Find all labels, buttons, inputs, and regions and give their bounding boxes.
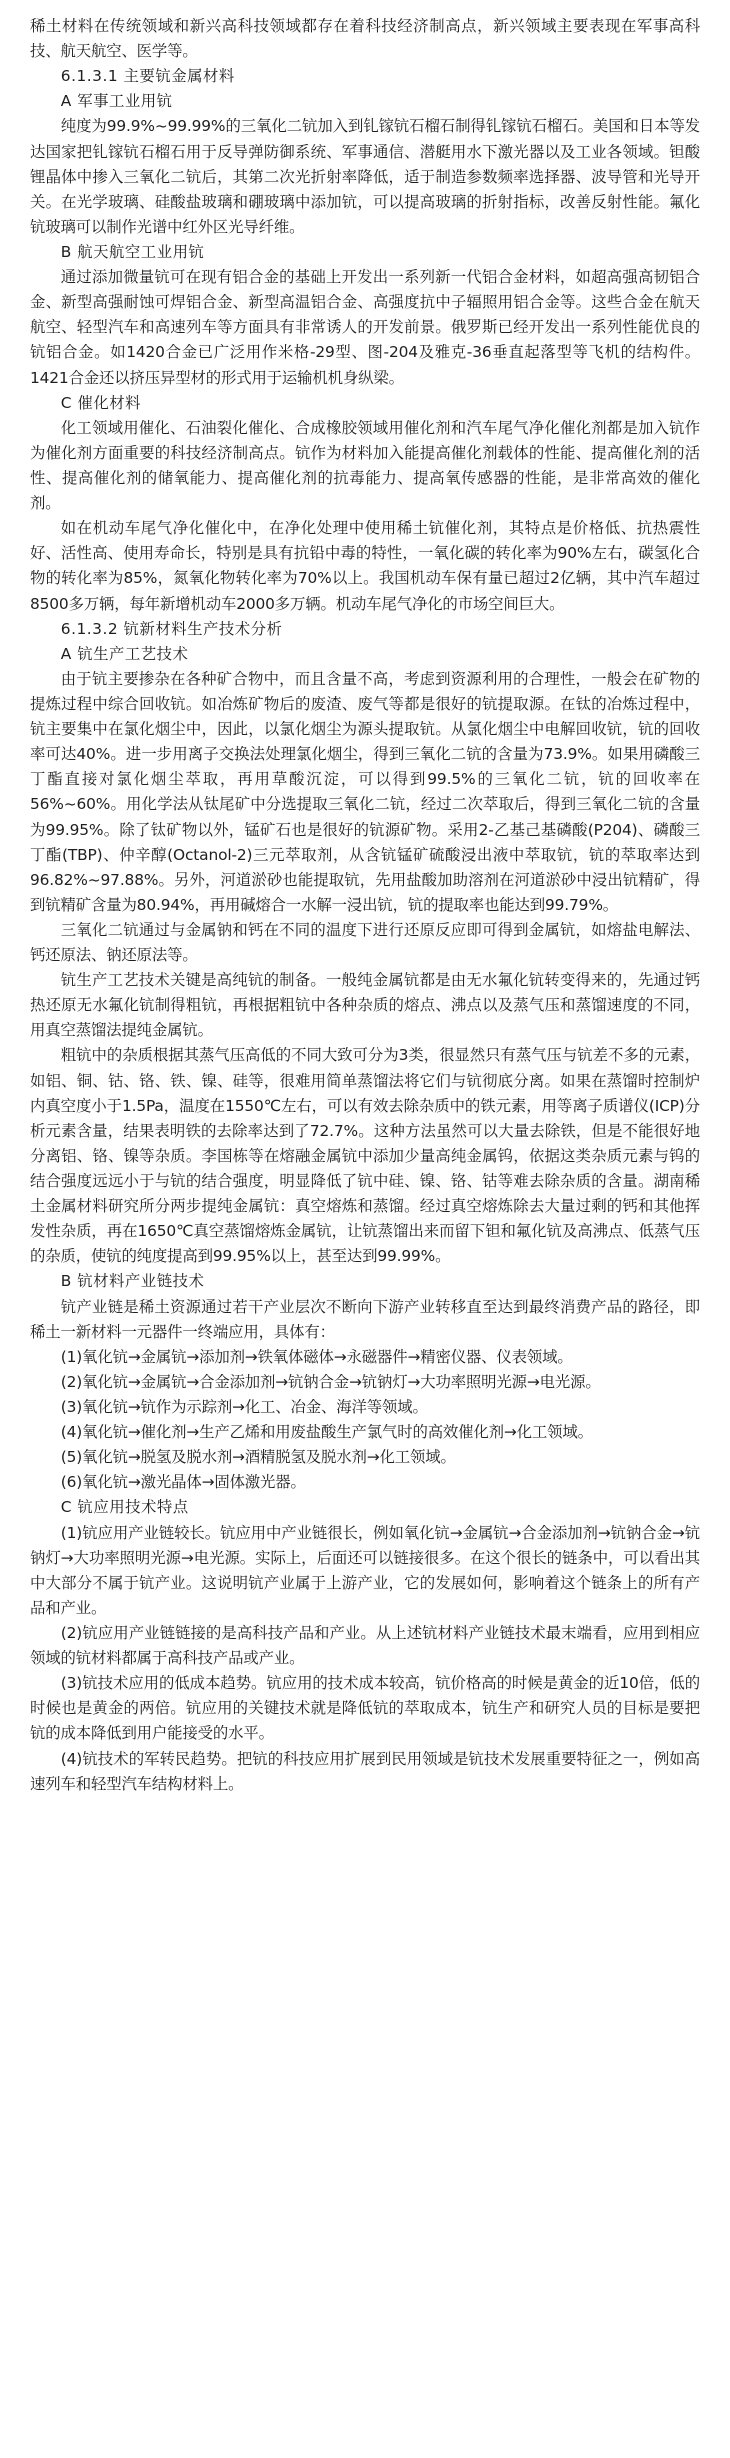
chain-item-2: (2)氧化钪→金属钪→合金添加剂→钪钠合金→钪钠灯→大功率照明光源→电光源。 [60,1372,601,1391]
chain-item-1: (1)氧化钪→金属钪→添加剂→铁氧体磁体→永磁器件→精密仪器、仪表领域。 [60,1347,573,1366]
subheading-application-features: C 钪应用技术特点 [60,1498,189,1517]
subheading-military: A 军事工业用钪 [60,92,173,111]
process-paragraph-3: 钪生产工艺技术关键是高纯钪的制备。一般纯金属钪都是由无水氟化钪转变得来的，先通过钙热还原无水氟化钪制得粗钪，再根据粗钪中各种杂质的熔点、沸点以及蒸气压和蒸馏速度的不同，用真空蒸馏法提纯金属钪。 [30,971,700,1040]
chain-item-6: (6)氧化钪→激光晶体→固体激光器。 [60,1473,306,1492]
subheading-aerospace: B 航天航空工业用钪 [60,242,205,261]
process-paragraph-4: 粗钪中的杂质根据其蒸气压高低的不同大致可分为3类，很显然只有蒸气压与钪差不多的元素，如铝、铜、钴、铬、铁、镍、硅等，很难用简单蒸馏法将它们与钪彻底分离。如果在蒸馏时控制炉内真空度小于1.5Pa，温度在1550℃左右，可以有效去除杂质中的铁元素，用等离子质谱仪(ICP)分析元素含量，结果表明铁的去除率达到了72.7%。这种方法虽然可以大量去除铁，但是不能很好地分离铝、铬、镍等杂质。李国栋等在熔融金属钪中添加少量高纯金属钨，依据这类杂质元素与钨的结合强度远远小于与钪的结合强度，明显降低了钪中硅、镍、铬、钴等难去除杂质的含量。湖南稀土金属材料研究所分两步提纯金属钪：真空熔炼和蒸馏。经过真空熔炼除去大量过剩的钙和其他挥发性杂质，再在1650℃真空蒸馏熔炼金属钪，让钪蒸馏出来而留下钽和氟化钪及高沸点、低蒸气压的杂质，使钪的纯度提高到99.95%以上，甚至达到99.99%。 [30,1046,700,1266]
subheading-catalyst: C 催化材料 [60,393,141,412]
process-paragraph-1: 由于钪主要掺杂在各种矿合物中，而且含量不高，考虑到资源利用的合理性，一般会在矿物的提炼过程中综合回收钪。如冶炼矿物后的废渣、废气等都是很好的钪提取源。在钛的冶炼过程中，钪主要集中在氯化烟尘中，因此，以氯化烟尘为源头提取钪。从氯化烟尘中电解回收钪，钪的回收率可达40%。进一步用离子交换法处理氯化烟尘，得到三氧化二钪的含量为73.9%。如果用磷酸三丁酯直接对氯化烟尘萃取，再用草酸沉淀，可以得到99.5%的三氧化二钪，钪的回收率在56%~60%。用化学法从钛尾矿中分选提取三氧化二钪，经过二次萃取后，得到三氧化二钪的含量为99.95%。除了钛矿物以外，锰矿石也是很好的钪源矿物。采用2-乙基己基磷酸(P204)、磷酸三丁酯(TBP)、仲辛醇(Octanol-2)三元萃取剂，从含钪锰矿硫酸浸出液中萃取钪，钪的萃取率达到96.82%~97.88%。另外，河道淤砂也能提取钪，先用盐酸加助溶剂在河道淤砂中浸出钪精矿，得到钪精矿含量为80.94%，再用碱熔合一水解一浸出钪，钪的提取率也能达到99.79%。 [30,669,700,914]
feature-paragraph-3: (3)钪技术应用的低成本趋势。钪应用的技术成本较高，钪价格高的时候是黄金的近10倍，低的时候也是黄金的两倍。钪应用的关键技术就是降低钪的萃取成本，钪生产和研究人员的目标是要把钪的成本降低到用户能接受的水平。 [30,1674,700,1743]
chain-item-3: (3)氧化钪→钪作为示踪剂→化工、冶金、海洋等领域。 [60,1398,428,1417]
process-paragraph-2: 三氧化二钪通过与金属钠和钙在不同的温度下进行还原反应即可得到金属钪，如熔盐电解法、钙还原法、钠还原法等。 [30,920,700,965]
catalyst-paragraph-2: 如在机动车尾气净化催化中，在净化处理中使用稀土钪催化剂，其特点是价格低、抗热震性好、活性高、使用寿命长，特别是具有抗铅中毒的特性，一氧化碳的转化率为90%左右，碳氢化合物的转化率为85%，氮氧化物转化率为70%以上。我国机动车保有量已超过2亿辆，其中汽车超过8500多万辆，每年新增机动车2000多万辆。机动车尾气净化的市场空间巨大。 [30,519,700,613]
aerospace-paragraph: 通过添加微量钪可在现有铝合金的基础上开发出一系列新一代铝合金材料，如超高强高韧铝合金、新型高强耐蚀可焊铝合金、新型高温铝合金、高强度抗中子辐照用铝合金等。这些合金在航天航空、轻型汽车和高速列车等方面具有非常诱人的开发前景。俄罗斯已经开发出一系列性能优良的钪铝合金。如1420合金已广泛用作米格-29型、图-204及雅克-36垂直起落型等飞机的结构件。1421合金还以挤压异型材的形式用于运输机机身纵梁。 [30,268,700,387]
section-heading-6131: 6.1.3.1 主要钪金属材料 [60,67,235,86]
feature-paragraph-4: (4)钪技术的军转民趋势。把钪的科技应用扩展到民用领域是钪技术发展重要特征之一，例如高速列车和轻型汽车结构材料上。 [30,1749,700,1793]
subheading-process: A 钪生产工艺技术 [60,644,189,663]
military-paragraph: 纯度为99.9%~99.99%的三氧化二钪加入到钆镓钪石榴石制得钆镓钪石榴石。美国和日本等发达国家把钆镓钪石榴石用于反导弹防御系统、军事通信、潜艇用水下激光器以及工业各领域。钽酸锂晶体中掺入三氧化二钪后，其第二次光折射率降低，适于制造参数频率选择器、波导管和光导开关。在光学玻璃、硅酸盐玻璃和硼玻璃中添加钪，可以提高玻璃的折射指标，改善反射性能。氟化钪玻璃可以制作光谱中红外区光导纤维。 [30,117,700,236]
feature-paragraph-1: (1)钪应用产业链较长。钪应用中产业链很长，例如氧化钪→金属钪→合金添加剂→钪钠合金→钪钠灯→大功率照明光源→电光源。实际上，后面还可以链接很多。在这个很长的链条中，可以看出其中大部分不属于钪产业。这说明钪产业属于上游产业，它的发展如何，影响着这个链条上的所有产品和产业。 [30,1523,700,1617]
section-heading-6132: 6.1.3.2 钪新材料生产技术分析 [60,619,283,638]
chain-item-5: (5)氧化钪→脱氢及脱水剂→酒精脱氢及脱水剂→化工领域。 [60,1448,456,1467]
intro-paragraph: 稀土材料在传统领域和新兴高科技领域都存在着科技经济制高点，新兴领域主要表现在军事高科技、航天航空、医学等。 [30,17,700,61]
industry-chain-paragraph: 钪产业链是稀土资源通过若干产业层次不断向下游产业转移直至达到最终消费产品的路径，即稀土一新材料一元器件一终端应用，具体有： [30,1297,700,1341]
subheading-industry-chain: B 钪材料产业链技术 [60,1272,205,1291]
catalyst-paragraph-1: 化工领域用催化、石油裂化催化、合成橡胶领域用催化剂和汽车尾气净化催化剂都是加入钪作为催化剂方面重要的科技经济制高点。钪作为材料加入能提高催化剂载体的性能、提高催化剂的活性、提高催化剂的储氧能力、提高催化剂的抗毒能力、提高氧传感器的性能，是非常高效的催化剂。 [30,418,700,513]
chain-item-4: (4)氧化钪→催化剂→生产乙烯和用废盐酸生产氯气时的高效催化剂→化工领域。 [60,1423,593,1442]
feature-paragraph-2: (2)钪应用产业链链接的是高科技产品和产业。从上述钪材料产业链技术最末端看，应用到相应领域的钪材料都属于高科技产品或产业。 [30,1624,700,1668]
